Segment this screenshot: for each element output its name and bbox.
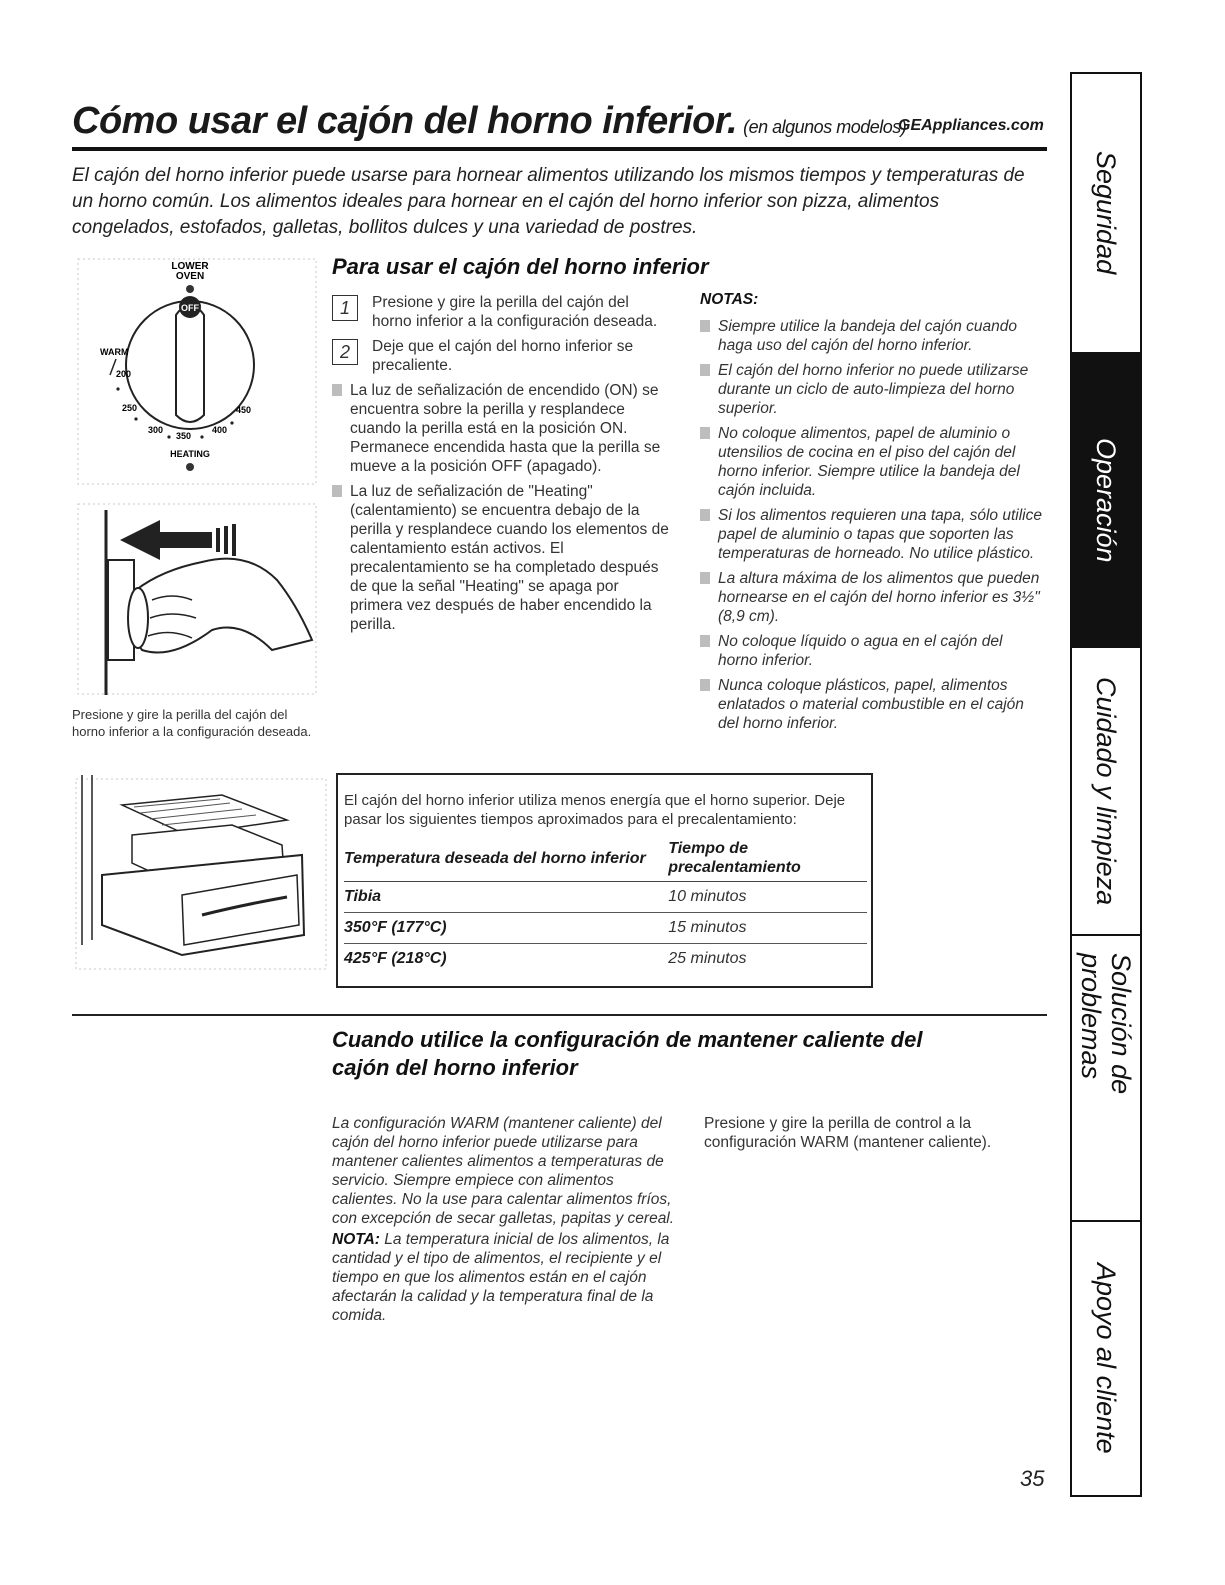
table-row [344, 944, 867, 975]
intro-paragraph: El cajón del horno inferior puede usarse para hornear alimentos utilizando los mismos tiempos y temperaturas de un horno común. Los alimentos ideales para hornear en el cajón del horno inferior son pizza, alimentos congelados, estofados, galletas, bollitos dulces y una variedad de postres. [72, 165, 1025, 238]
note-item [700, 632, 1045, 670]
col-time-header: Tiempo de precalentamiento [668, 837, 867, 882]
bullet-item [332, 381, 672, 476]
col-temp-header: Temperatura deseada del horno inferior [344, 837, 668, 882]
table-row [344, 882, 867, 913]
table-header-row [344, 837, 867, 882]
bullet-marker [700, 320, 710, 332]
step-item [332, 293, 672, 331]
note-text: La altura máxima de los alimentos que pueden hornearse en el cajón del horno inferior es 3½" (8,9 cm). [718, 570, 1040, 625]
note-item [700, 317, 1045, 355]
tab-label: Cuidado y limpieza [1091, 676, 1121, 906]
section-divider [72, 1014, 1047, 1016]
note-text: Nunca coloque plásticos, papel, alimentos enlatados o material combustible en el cajón del horno inferior. [718, 677, 1024, 732]
knob-300: 300 [148, 425, 164, 435]
hand-knob-illustration [72, 500, 322, 700]
knob-250: 250 [122, 403, 138, 413]
drawer-illustration [72, 775, 332, 975]
page-title [72, 100, 906, 143]
note-text: No coloque alimentos, papel de aluminio o utensilios de cocina en el piso del cajón del horno inferior. Siempre utilice la bandeja del cajón incluida. [718, 425, 1020, 499]
note-item [700, 506, 1045, 563]
time-cell: 10 minutos [668, 882, 867, 913]
title-subtitle: (en algunos modelos) [743, 117, 907, 137]
tab-label: Operación [1091, 437, 1121, 563]
section1-heading: Para usar el cajón del horno inferior [332, 254, 709, 279]
knob-off: OFF [181, 303, 199, 313]
note-item [700, 424, 1045, 500]
note-text: No coloque líquido o agua en el cajón del horno inferior. [718, 633, 1003, 669]
knob-400: 400 [212, 425, 228, 435]
section2-heading: Cuando utilice la configuración de mantener caliente del cajón del horno inferior [332, 1027, 923, 1080]
note-item [700, 569, 1045, 626]
note-text: Siempre utilice la bandeja del cajón cuando haga uso del cajón del horno inferior. [718, 318, 1018, 354]
step-text: Presione y gire la perilla del cajón del horno inferior a la configuración deseada. [372, 294, 658, 330]
knob-illustration [72, 255, 322, 490]
note-item [700, 676, 1045, 733]
time-cell: 15 minutos [668, 913, 867, 944]
tab-solucion-problemas[interactable] [1072, 936, 1140, 1222]
bullet-marker [700, 679, 710, 691]
bullet-marker [700, 427, 710, 439]
time-cell: 25 minutos [668, 950, 747, 967]
preheat-box [336, 773, 873, 988]
knob-warm: WARM [100, 347, 129, 357]
tab-operacion[interactable] [1072, 354, 1140, 648]
bullet-marker [700, 509, 710, 521]
note-text: Si los alimentos requieren una tapa, sólo utilice papel de aluminio o tapas que soporten las temperaturas de horneado. No utilice plástico. [718, 507, 1042, 562]
bullet-marker [700, 364, 710, 376]
warm-left-column [332, 1114, 682, 1325]
table-row [344, 913, 867, 944]
bullet-marker [332, 485, 342, 497]
header-rule [72, 147, 1047, 151]
tab-seguridad[interactable] [1072, 74, 1140, 354]
knob-label-oven: OVEN [175, 271, 205, 282]
step-item [332, 337, 672, 375]
tab-apoyo-cliente[interactable] [1072, 1222, 1140, 1495]
temp-cell: Tibia [344, 882, 668, 913]
warm-description: La configuración WARM (mantener caliente) del cajón del horno inferior puede utilizarse para mantener calientes alimentos a temperaturas de servicio. Siempre empiece con alimentos calientes. No la use para calentar alimentos fríos, con excepción de secar galletas, papitas y cereal. [332, 1115, 675, 1227]
site-url[interactable]: GEAppliances.com [898, 117, 1044, 134]
bullet-marker [700, 572, 710, 584]
preheat-table [344, 837, 867, 974]
notes-title: NOTAS: [700, 291, 759, 308]
nota-label: NOTA: [332, 1231, 380, 1248]
bullet-text: La luz de señalización de "Heating" (calentamiento) se encuentra debajo de la perilla y resplandece cuando los elementos de calentamiento están activos. El precalentamiento se ha completado después de que la señal "Heating" se apaga por primera vez después de haber encendido la perilla. [350, 483, 669, 633]
bullet-marker [332, 384, 342, 396]
knob-350: 350 [176, 431, 192, 441]
preheat-intro: El cajón del horno inferior utiliza menos energía que el horno superior. Deje pasar los siguientes tiempos aproximados para el precalentamiento: [344, 792, 846, 828]
knob-label-lower: LOWER [171, 261, 209, 272]
step-number: 2 [332, 339, 358, 365]
knob-450: 450 [236, 405, 252, 415]
knob-200: 200 [116, 369, 132, 379]
temp-cell: 350°F (177°C) [344, 913, 668, 944]
warm-note [332, 1230, 682, 1325]
bullet-text: La luz de señalización de encendido (ON) se encuentra sobre la perilla y resplandece cuando la perilla está en la posición ON. Permanece encendida hasta que la perilla se mueve a la posición OFF (apagado). [350, 382, 661, 475]
temp-cell: 425°F (218°C) [344, 950, 447, 967]
tab-label: Seguridad [1091, 151, 1121, 275]
title-main: Cómo usar el cajón del horno inferior. [72, 100, 738, 142]
figure-caption: Presione y gire la perilla del cajón del horno inferior a la configuración deseada. [72, 707, 312, 739]
knob-heating: HEATING [170, 449, 210, 459]
tab-label: Apoyo al cliente [1091, 1263, 1121, 1454]
section-tabs [1070, 72, 1142, 1497]
tab-label: Solución de problemas [1076, 953, 1136, 1095]
note-item [700, 361, 1045, 418]
step-text: Deje que el cajón del horno inferior se precaliente. [372, 338, 634, 374]
note-text: El cajón del horno inferior no puede utilizarse durante un ciclo de auto-limpieza del horno superior. [718, 362, 1029, 417]
section1-steps [332, 293, 672, 640]
notes-block [700, 290, 1045, 739]
bullet-item [332, 482, 672, 634]
warm-instruction: Presione y gire la perilla de control a la configuración WARM (mantener caliente). [704, 1115, 992, 1151]
tab-cuidado-limpieza[interactable] [1072, 648, 1140, 936]
bullet-marker [700, 635, 710, 647]
nota-text: La temperatura inicial de los alimentos, la cantidad y el tipo de alimentos, el recipiente y el tiempo en que los alimentos están en el cajón afectarán la calidad y la temperatura final de la comida. [332, 1231, 670, 1324]
step-number: 1 [332, 295, 358, 321]
page-number: 35 [1020, 1466, 1045, 1491]
